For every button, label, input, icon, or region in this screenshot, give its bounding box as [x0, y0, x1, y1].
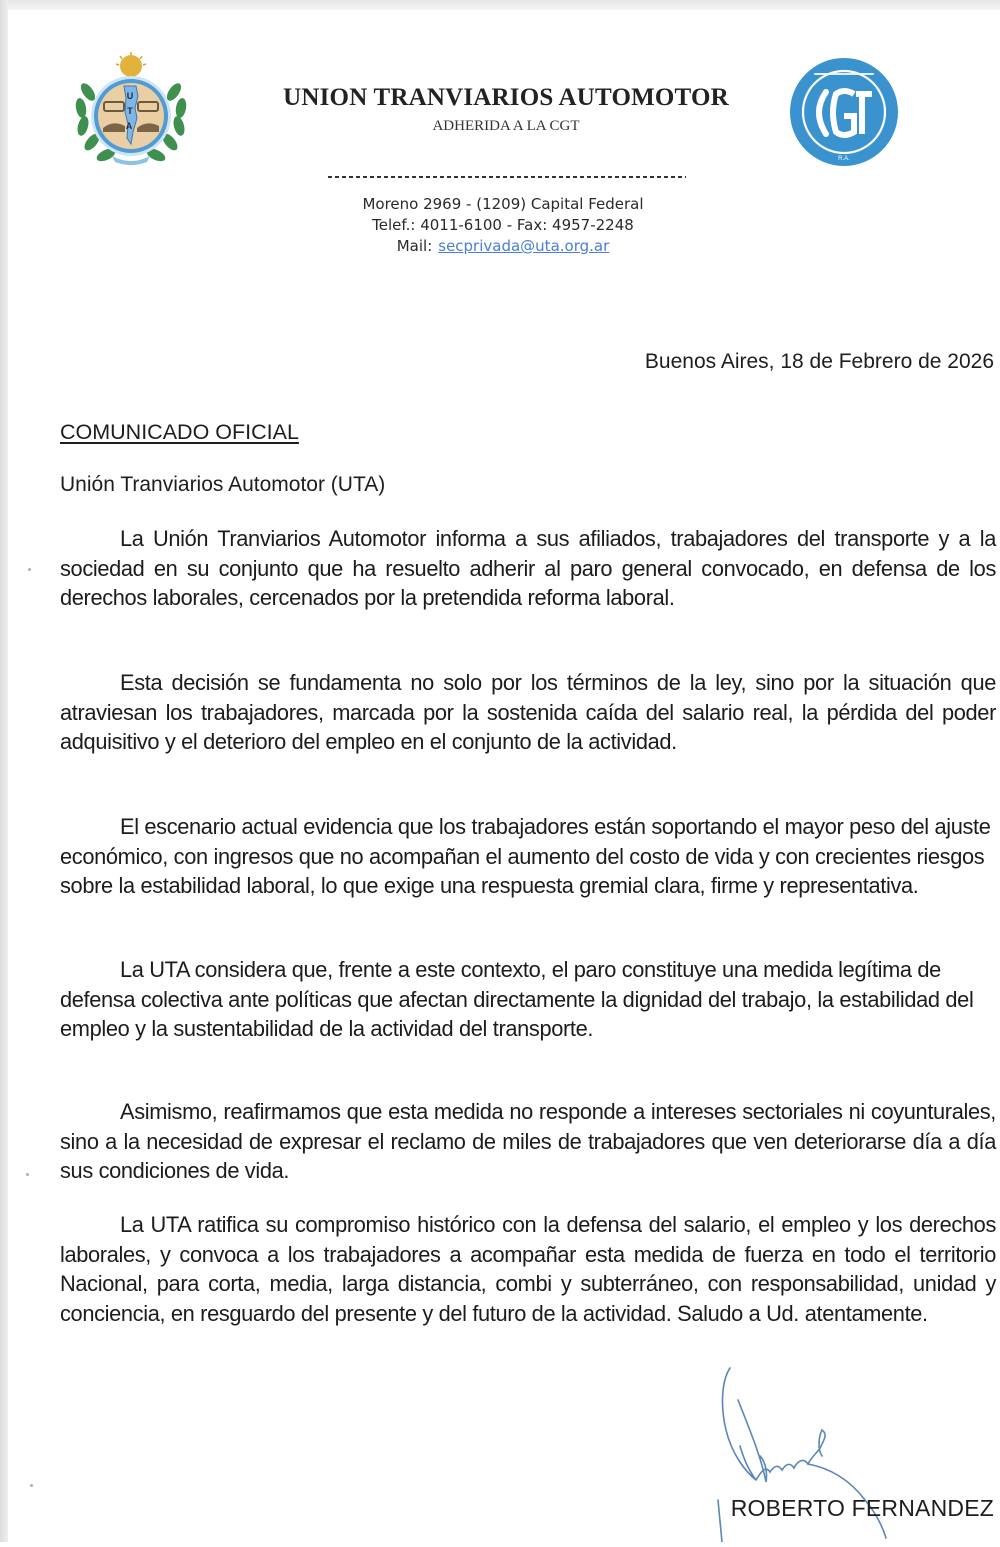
date-line: Buenos Aires, 18 de Febrero de 2026	[644, 350, 994, 373]
scan-speck	[28, 568, 31, 571]
svg-text:R.A.: R.A.	[838, 156, 850, 162]
svg-text:A: A	[125, 121, 133, 131]
paragraph-4: La UTA considera que, frente a este contexto, el paro constituye una medida legítima de defensa colectiva ante políticas que afectan directamente la dignidad del trabajo, la estabilidad del empleo y la sustentabilidad de la actividad del transporte.	[60, 957, 974, 1041]
page-edge-top	[0, 0, 1000, 10]
email-link[interactable]: secprivada@uta.org.ar	[438, 237, 610, 255]
paragraph-6: La UTA ratifica su compromiso histórico con la defensa del salario, el empleo y los derechos laborales, y convoca a los trabajadores a acompañar esta medida de fuerza en todo el territorio Nacional, para corta, media, larga distancia, combi y subterráneo, con responsabilidad, unidad y conciencia, en resguardo del presente y del futuro de la actividad. Saludo a Ud. atentamente.	[60, 1212, 996, 1326]
paragraph-1: La Unión Tranviarios Automotor informa a sus afiliados, trabajadores del transporte y a la sociedad en su conjunto que ha resuelto adherir al paro general convocado, en defensa de los derechos laborales, cercenados por la pretendida reforma laboral.	[60, 526, 996, 610]
signer-name: ROBERTO FERNANDEZ	[730, 1495, 994, 1521]
organization-name: UNION TRANVIARIOS AUTOMOTOR	[283, 84, 729, 111]
addressee: Unión Tranviarios Automotor (UTA)	[60, 473, 386, 496]
svg-text:T: T	[127, 106, 133, 116]
phone-fax-line: Telef.: 4011-6100 - Fax: 4957-2248	[372, 216, 634, 234]
contact-block	[300, 194, 706, 257]
paragraph-3: El escenario actual evidencia que los trabajadores están soportando el mayor peso del ajuste económico, con ingresos que no acompañan el aumento del costo de vida y con crecientes riesgos sobre la estabilidad laboral, lo que exige una respuesta gremial clara, firme y representativa.	[60, 814, 991, 898]
paragraph-2: Esta decisión se fundamenta no solo por los términos de la ley, sino por la situación que atraviesan los trabajadores, marcada por la sostenida caída del salario real, la pérdida del poder adquisitivo y el deterioro del empleo en el conjunto de la actividad.	[60, 670, 996, 754]
scan-speck	[30, 1484, 33, 1487]
page-edge-left	[0, 0, 8, 1542]
scan-speck	[26, 1173, 29, 1176]
uta-emblem-icon	[72, 52, 190, 170]
paragraph-5: Asimismo, reafirmamos que esta medida no responde a intereses sectoriales ni coyunturales, sino a la necesidad de expresar el reclamo de miles de trabajadores que ven deteriorarse día a día sus condiciones de vida.	[60, 1099, 996, 1183]
mail-line	[300, 236, 706, 257]
mail-label: Mail:	[396, 237, 433, 255]
organization-affiliation: ADHERIDA A LA CGT	[432, 118, 580, 134]
cgt-seal-icon	[788, 56, 900, 168]
address-line: Moreno 2969 - (1209) Capital Federal	[362, 195, 644, 213]
letterhead-divider	[328, 176, 686, 178]
svg-text:U: U	[126, 91, 134, 101]
document-title: COMUNICADO OFICIAL	[60, 420, 299, 444]
